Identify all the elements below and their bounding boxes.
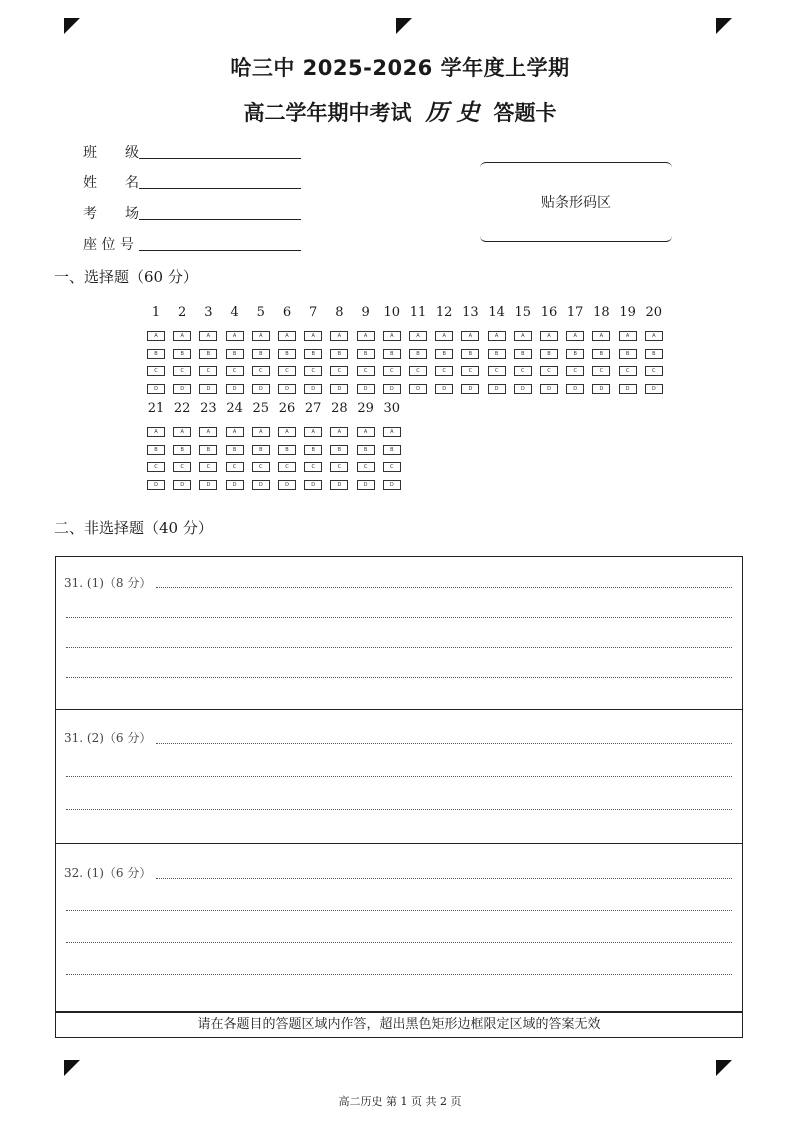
question-number: 10 (383, 305, 401, 320)
answer-bubble[interactable]: C (383, 462, 401, 472)
answer-bubble[interactable]: B (357, 445, 375, 455)
answer-bubble[interactable]: C (147, 366, 165, 376)
answer-bubble[interactable]: A (199, 427, 217, 437)
answer-bubble[interactable]: D (566, 384, 584, 394)
name-label: 姓 名 (83, 175, 139, 191)
question-number: 16 (540, 305, 558, 320)
barcode-area (480, 162, 672, 242)
answer-bubble[interactable]: A (304, 427, 322, 437)
answer-box-q31-1[interactable] (55, 556, 743, 710)
answer-bubble[interactable]: D (304, 384, 322, 394)
question-number: 23 (200, 401, 217, 416)
answer-line[interactable] (156, 587, 732, 588)
answer-bubble[interactable]: B (226, 349, 244, 359)
question-number: 1 (151, 305, 161, 320)
question-number: 4 (230, 305, 239, 320)
answer-bubble[interactable]: A (278, 331, 296, 341)
answer-bubble[interactable]: D (330, 480, 348, 490)
answer-bubble[interactable]: A (252, 331, 270, 341)
answer-bubble[interactable]: B (199, 445, 217, 455)
answer-bubble[interactable]: B (383, 445, 401, 455)
answer-bubble[interactable]: A (461, 331, 479, 341)
answer-bubble[interactable]: A (645, 331, 663, 341)
answer-bubble[interactable]: C (409, 366, 427, 376)
answer-bubble[interactable]: B (330, 445, 348, 455)
class-line[interactable] (139, 158, 301, 159)
answer-bubble[interactable]: B (278, 445, 296, 455)
answer-box-q32-1[interactable] (55, 843, 743, 1012)
answer-bubble[interactable]: A (199, 331, 217, 341)
answer-bubble[interactable]: D (645, 384, 663, 394)
answer-bubble[interactable]: C (199, 462, 217, 472)
question-number: 6 (282, 305, 292, 320)
answer-bubble[interactable]: B (304, 349, 322, 359)
answer-bubble[interactable]: D (488, 384, 506, 394)
answer-bubble[interactable]: C (173, 462, 191, 472)
answer-bubble[interactable]: D (330, 384, 348, 394)
answer-bubble[interactable]: B (435, 349, 453, 359)
title-prefix: 高二学年期中考试 (243, 101, 412, 125)
answer-bubble[interactable]: B (461, 349, 479, 359)
answer-bubble[interactable]: B (383, 349, 401, 359)
answer-bubble[interactable]: A (173, 331, 191, 341)
question-number: 12 (435, 305, 453, 320)
section1-title: 一、选择题（60 分） (54, 268, 198, 286)
barcode-area-label: 贴条形码区 (541, 195, 611, 211)
answer-bubble[interactable]: B (409, 349, 427, 359)
answer-line[interactable] (66, 677, 732, 678)
answer-bubble[interactable]: D (199, 480, 217, 490)
answer-bubble[interactable]: D (383, 480, 401, 490)
answer-bubble[interactable]: D (252, 384, 270, 394)
answer-bubble[interactable]: C (592, 366, 610, 376)
answer-bubble[interactable]: A (330, 331, 348, 341)
answer-bubble[interactable]: D (278, 480, 296, 490)
question-number: 26 (278, 401, 296, 416)
answer-bubble[interactable]: D (252, 480, 270, 490)
question-number: 7 (309, 305, 318, 320)
answer-line[interactable] (66, 776, 732, 777)
answer-bubble[interactable]: C (278, 462, 296, 472)
question-number: 11 (409, 305, 427, 320)
answer-bubble[interactable]: D (278, 384, 296, 394)
answer-bubble[interactable]: A (330, 427, 348, 437)
answer-bubble[interactable]: C (147, 462, 165, 472)
answer-bubble[interactable]: B (540, 349, 558, 359)
answer-line[interactable] (156, 878, 732, 879)
answer-bubble[interactable]: B (357, 349, 375, 359)
answer-bubble[interactable]: B (645, 349, 663, 359)
answer-bubble[interactable]: A (278, 427, 296, 437)
answer-bubble[interactable]: D (199, 384, 217, 394)
answer-bubble[interactable]: C (304, 462, 322, 472)
section2-title: 二、非选择题（40 分） (54, 519, 213, 537)
answer-sheet-title (0, 94, 800, 127)
answer-bubble[interactable]: A (383, 427, 401, 437)
question-number: 22 (173, 401, 191, 416)
title-suffix: 答题卡 (493, 101, 557, 125)
question-label: 31. (1)（8 分） (64, 576, 152, 590)
answer-bubble[interactable]: A (226, 427, 244, 437)
answer-bubble[interactable]: C (226, 366, 244, 376)
answer-bubble[interactable]: A (147, 331, 165, 341)
question-number: 19 (619, 305, 636, 320)
answer-bubble[interactable]: A (383, 331, 401, 341)
answer-bubble[interactable]: A (592, 331, 610, 341)
answer-line[interactable] (156, 743, 732, 744)
answer-bubble[interactable]: B (147, 349, 165, 359)
class-label: 班 级 (83, 145, 139, 161)
answer-bubble[interactable]: C (383, 366, 401, 376)
answer-line[interactable] (66, 617, 732, 618)
answer-bubble[interactable]: D (435, 384, 453, 394)
answer-box-q31-2[interactable] (55, 709, 743, 844)
answer-line[interactable] (66, 647, 732, 648)
answer-bubble[interactable]: C (566, 366, 584, 376)
answer-bubble[interactable]: C (252, 366, 270, 376)
answer-bubble[interactable]: A (619, 331, 637, 341)
answer-bubble[interactable]: B (592, 349, 610, 359)
answer-bubble[interactable]: A (488, 331, 506, 341)
class-field[interactable] (83, 142, 139, 162)
seat-number-field[interactable] (83, 234, 139, 254)
name-line[interactable] (139, 188, 301, 189)
answer-bubble[interactable]: B (514, 349, 532, 359)
answer-bubble[interactable]: B (147, 445, 165, 455)
answer-bubble[interactable]: B (566, 349, 584, 359)
answer-bubble[interactable]: C (330, 366, 348, 376)
answer-bubble[interactable]: A (566, 331, 584, 341)
answer-bubble[interactable]: A (147, 427, 165, 437)
exam-room-line[interactable] (139, 219, 301, 220)
answer-bubble[interactable]: B (278, 349, 296, 359)
answer-bubble[interactable]: C (645, 366, 663, 376)
answer-bubble[interactable]: C (278, 366, 296, 376)
answer-bubble[interactable]: B (252, 445, 270, 455)
question-number: 25 (252, 401, 270, 416)
answer-line[interactable] (66, 910, 732, 911)
answer-bubble[interactable]: C (173, 366, 191, 376)
answer-bubble[interactable]: B (488, 349, 506, 359)
alignment-marker-top-center (396, 18, 412, 34)
answer-bubble[interactable]: C (435, 366, 453, 376)
question-label: 32. (1)（6 分） (64, 866, 152, 880)
answer-line[interactable] (66, 809, 732, 810)
answer-bubble[interactable]: D (173, 480, 191, 490)
exam-room-field[interactable] (83, 203, 139, 223)
answer-bubble[interactable]: A (304, 331, 322, 341)
answer-bubble[interactable]: D (514, 384, 532, 394)
answer-bubble[interactable]: A (514, 331, 532, 341)
alignment-marker-top-left (64, 18, 80, 34)
answer-bubble[interactable]: D (540, 384, 558, 394)
question-number: 5 (256, 305, 265, 320)
seat-number-label: 座 位 号 (83, 237, 134, 253)
answer-bubble[interactable]: D (304, 480, 322, 490)
question-number: 9 (361, 305, 370, 320)
answer-bubble[interactable]: D (357, 384, 375, 394)
answer-bubble[interactable]: C (252, 462, 270, 472)
question-number: 27 (304, 401, 322, 416)
answer-bubble[interactable]: C (514, 366, 532, 376)
alignment-marker-bottom-left (64, 1060, 80, 1076)
answer-bubble[interactable]: D (173, 384, 191, 394)
answer-bubble[interactable]: C (330, 462, 348, 472)
notice-bar: 请在各题目的答题区域内作答，超出黑色矩形边框限定区域的答案无效 (55, 1012, 743, 1038)
question-number: 13 (462, 305, 479, 320)
question-number: 18 (593, 305, 610, 320)
answer-bubble[interactable]: A (252, 427, 270, 437)
seat-number-line[interactable] (139, 250, 301, 251)
answer-bubble[interactable]: D (383, 384, 401, 394)
answer-bubble[interactable]: B (226, 445, 244, 455)
answer-bubble[interactable]: A (435, 331, 453, 341)
question-number: 14 (488, 305, 505, 320)
answer-bubble[interactable]: A (357, 331, 375, 341)
answer-bubble[interactable]: B (173, 349, 191, 359)
answer-line[interactable] (66, 974, 732, 975)
answer-bubble[interactable]: A (173, 427, 191, 437)
answer-bubble[interactable]: C (357, 366, 375, 376)
answer-bubble[interactable]: C (199, 366, 217, 376)
answer-bubble[interactable]: B (199, 349, 217, 359)
question-number: 20 (645, 305, 663, 320)
answer-bubble[interactable]: C (304, 366, 322, 376)
question-number: 21 (147, 401, 165, 416)
answer-line[interactable] (66, 942, 732, 943)
answer-bubble[interactable]: D (592, 384, 610, 394)
alignment-marker-bottom-right (716, 1060, 732, 1076)
question-number: 24 (226, 401, 243, 416)
answer-bubble[interactable]: D (619, 384, 637, 394)
answer-bubble[interactable]: A (226, 331, 244, 341)
answer-bubble[interactable]: B (252, 349, 270, 359)
answer-bubble[interactable]: D (147, 480, 165, 490)
answer-bubble[interactable]: D (461, 384, 479, 394)
answer-bubble[interactable]: C (357, 462, 375, 472)
page-footer: 高二历史 第 1 页 共 2 页 (338, 1095, 462, 1108)
alignment-marker-top-right (716, 18, 732, 34)
exam-room-label: 考 场 (83, 206, 139, 222)
question-number: 15 (514, 305, 532, 320)
answer-bubble[interactable]: D (226, 480, 244, 490)
name-field[interactable] (83, 172, 139, 192)
question-number: 2 (178, 305, 187, 320)
answer-bubble[interactable]: C (461, 366, 479, 376)
answer-bubble[interactable]: A (357, 427, 375, 437)
answer-bubble[interactable]: A (409, 331, 427, 341)
exam-title: 哈三中 2025-2026 学年度上学期 (230, 56, 570, 80)
answer-bubble[interactable]: D (226, 384, 244, 394)
question-number: 29 (357, 401, 374, 416)
answer-bubble[interactable]: C (488, 366, 506, 376)
answer-bubble[interactable]: A (540, 331, 558, 341)
answer-bubble[interactable]: D (357, 480, 375, 490)
question-label: 31. (2)（6 分） (64, 731, 152, 745)
answer-bubble[interactable]: B (619, 349, 637, 359)
question-number: 28 (331, 401, 348, 416)
question-number: 17 (566, 305, 584, 320)
question-number: 3 (204, 305, 213, 320)
answer-bubble[interactable]: C (619, 366, 637, 376)
answer-bubble[interactable]: B (330, 349, 348, 359)
answer-bubble[interactable]: C (226, 462, 244, 472)
answer-bubble[interactable]: C (540, 366, 558, 376)
subject-name: 历 史 (425, 99, 480, 126)
answer-bubble[interactable]: B (304, 445, 322, 455)
answer-bubble[interactable]: B (173, 445, 191, 455)
answer-bubble[interactable]: D (147, 384, 165, 394)
answer-bubble[interactable]: D (409, 384, 427, 394)
question-number: 30 (383, 401, 401, 416)
question-number: 8 (335, 305, 344, 320)
